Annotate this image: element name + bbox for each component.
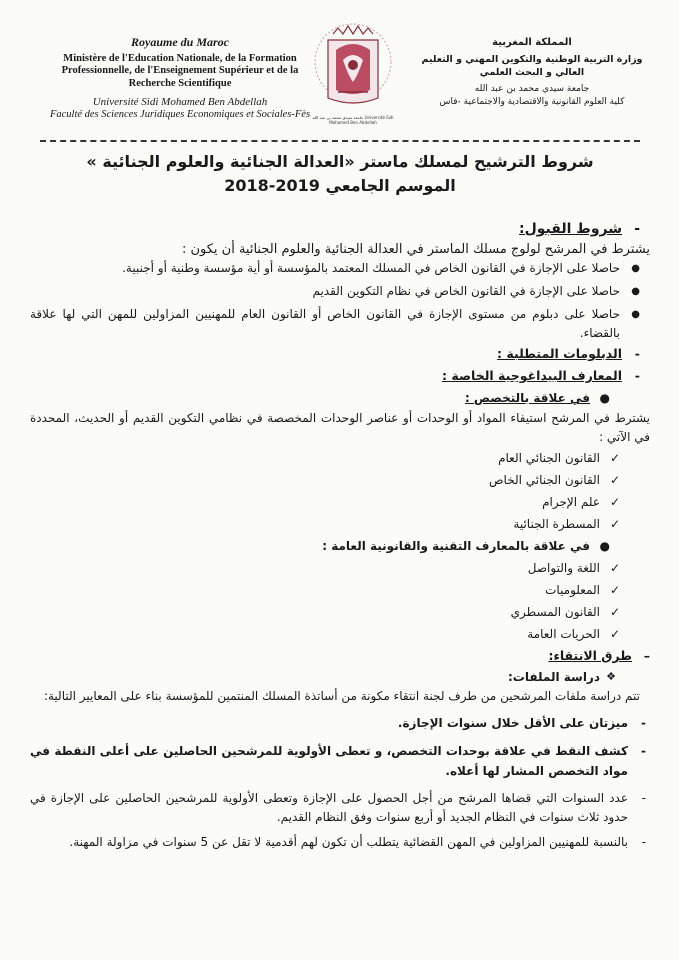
checkmark-icon: ✓ xyxy=(609,561,620,575)
dash-marker: - xyxy=(641,835,646,849)
specialty-item: ✓ المسطرة الجنائية xyxy=(30,513,650,535)
general-item: ✓ اللغة والتواصل xyxy=(30,557,650,579)
logo-caption: جامعة سيدي محمد بن عبد الله Université Sidi Mohamed Ben Abdellah xyxy=(312,115,394,125)
selection-heading: – طرق الانتقاء: xyxy=(30,645,650,667)
dash-marker: - xyxy=(641,791,646,805)
diplomas-heading: - الدبلومات المتطلبة : xyxy=(30,343,640,365)
general-item: ✓ القانون المسطري xyxy=(30,601,650,623)
checkmark-icon: ✓ xyxy=(609,451,620,465)
dash-marker: - xyxy=(634,221,640,237)
university-logo xyxy=(308,20,398,128)
specialty-heading: ● في علاقة بالتخصص : xyxy=(30,387,620,409)
admission-intro: يشترط في المرشح لولوج مسلك الماستر في العدالة الجنائية والعلوم الجنائية أن يكون : xyxy=(181,242,650,257)
criteria-item: - ميزتان على الأقل خلال سنوات الإجازة. xyxy=(30,714,650,733)
admission-heading: - شروط القبول: xyxy=(30,218,640,240)
checkmark-icon: ✓ xyxy=(609,605,620,619)
header-french-block xyxy=(40,36,320,121)
header-kingdom-ar: المملكة المغربية xyxy=(492,37,572,48)
header-ministry-ar: وزارة التربية الوطنية والتكوين المهني و التعليم العالي و البحث العلمي xyxy=(421,54,643,78)
files-study-heading: ❖ دراسة الملفات: xyxy=(30,667,650,687)
dash-marker: - xyxy=(641,716,646,730)
header-faculty-ar: كلية العلوم القانونية والاقتصادية والاجتماعية -فاس xyxy=(439,97,625,107)
checkmark-icon: ✓ xyxy=(609,517,620,531)
title-line-2: الموسم الجامعي 2019-2018 xyxy=(224,176,456,195)
general-item: ✓ الحريات العامة xyxy=(30,623,650,645)
criteria-item: - كشف النقط في علاقة بوحدات التخصص، و تعطى الأولوية للمرشحين الحاصلين على أعلى النقطة في مواد التخصص المشار لها أعلاه. xyxy=(30,741,650,781)
header-ministry-fr: Ministère de l'Education Nationale, de la Formation Professionnelle, de l'Enseignement Supérieur et de la Recherche Scientifique xyxy=(61,52,299,89)
criteria-item: - بالنسبة للمهنيين المزاولين في المهن القضائية يتطلب أن تكون لهم أقدمية لا تقل عن 5 سنوات في مزاولة المهنة. xyxy=(30,833,650,852)
general-knowledge-heading: ● في علاقة بالمعارف التقنية والقانونية العامة : xyxy=(30,535,620,557)
admission-item: ● حاصلا على الإجازة في القانون الخاص في المسلك المعتمد بالمؤسسة أو أية مؤسسة وطنية أو أجنبية. xyxy=(30,259,650,278)
specialty-item: ✓ علم الإجرام xyxy=(30,491,650,513)
header-arabic-block xyxy=(407,36,657,109)
knowledge-heading: - المعارف البيداغوجية الخاصة : xyxy=(30,365,640,387)
checkmark-icon: ✓ xyxy=(609,473,620,487)
bullet-icon: ● xyxy=(631,263,640,274)
header-university-ar: جامعة سيدي محمد بن عبد الله xyxy=(474,84,590,94)
header-university-fr: Université Sidi Mohamed Ben Abdellah xyxy=(92,96,268,108)
bullet-icon: ● xyxy=(631,309,640,320)
dash-marker: - xyxy=(634,346,640,361)
checkmark-icon: ✓ xyxy=(609,627,620,641)
header-faculty-fr: Faculté des Sciences Juridiques Economiques et Sociales-Fès xyxy=(49,108,311,120)
bullet-icon: ● xyxy=(631,286,640,297)
title-line-1: شروط الترشيح لمسلك ماستر «العدالة الجنائية والعلوم الجنائية » xyxy=(86,152,594,171)
general-item: ✓ المعلوميات xyxy=(30,579,650,601)
university-emblem-icon xyxy=(308,20,398,115)
dash-marker: – xyxy=(643,648,650,663)
bullet-icon: ● xyxy=(599,391,610,405)
admission-item: ● حاصلا على الإجازة في القانون الخاص في نظام التكوين القديم xyxy=(30,282,650,301)
document-title xyxy=(30,150,650,198)
dash-marker: - xyxy=(634,368,640,383)
files-intro: تتم دراسة ملفات المرشحين من طرف لجنة انتقاء مكونة من أساتذة المسلك المنتمين للمؤسسة بناء على المعايير التالية: xyxy=(43,689,640,703)
criteria-item: - عدد السنوات التي قضاها المرشح من أجل الحصول على الإجازة وتعطى الأولوية للمرشحين الحاصلين على الإجازة في حدود ثلاث سنوات في النظام الجديد أو أربع سنوات وفق النظام القديم. xyxy=(30,791,646,824)
admission-item: ● حاصلا على دبلوم من مستوى الإجازة في القانون الخاص أو القانون العام للمهنيين المزاولين للمهن التي لها علاقة بالقضاء. xyxy=(30,307,640,340)
checkmark-icon: ✓ xyxy=(609,495,620,509)
header-separator xyxy=(40,140,640,142)
header-kingdom-fr: Royaume du Maroc xyxy=(130,35,229,49)
dash-marker: - xyxy=(641,744,646,758)
checkmark-icon: ✓ xyxy=(609,583,620,597)
bullet-icon: ● xyxy=(599,539,610,553)
specialty-intro: يشترط في المرشح استيفاء المواد أو الوحدات أو عناصر الوحدات المخصصة في نظامي التكوين القديم أو الحديث، المحددة في الآتي : xyxy=(30,411,650,444)
specialty-item: ✓ القانون الجنائي الخاص xyxy=(30,469,650,491)
diamond-bullet-icon: ❖ xyxy=(606,670,616,683)
document-body xyxy=(30,218,650,852)
specialty-item: ✓ القانون الجنائي العام xyxy=(30,447,650,469)
